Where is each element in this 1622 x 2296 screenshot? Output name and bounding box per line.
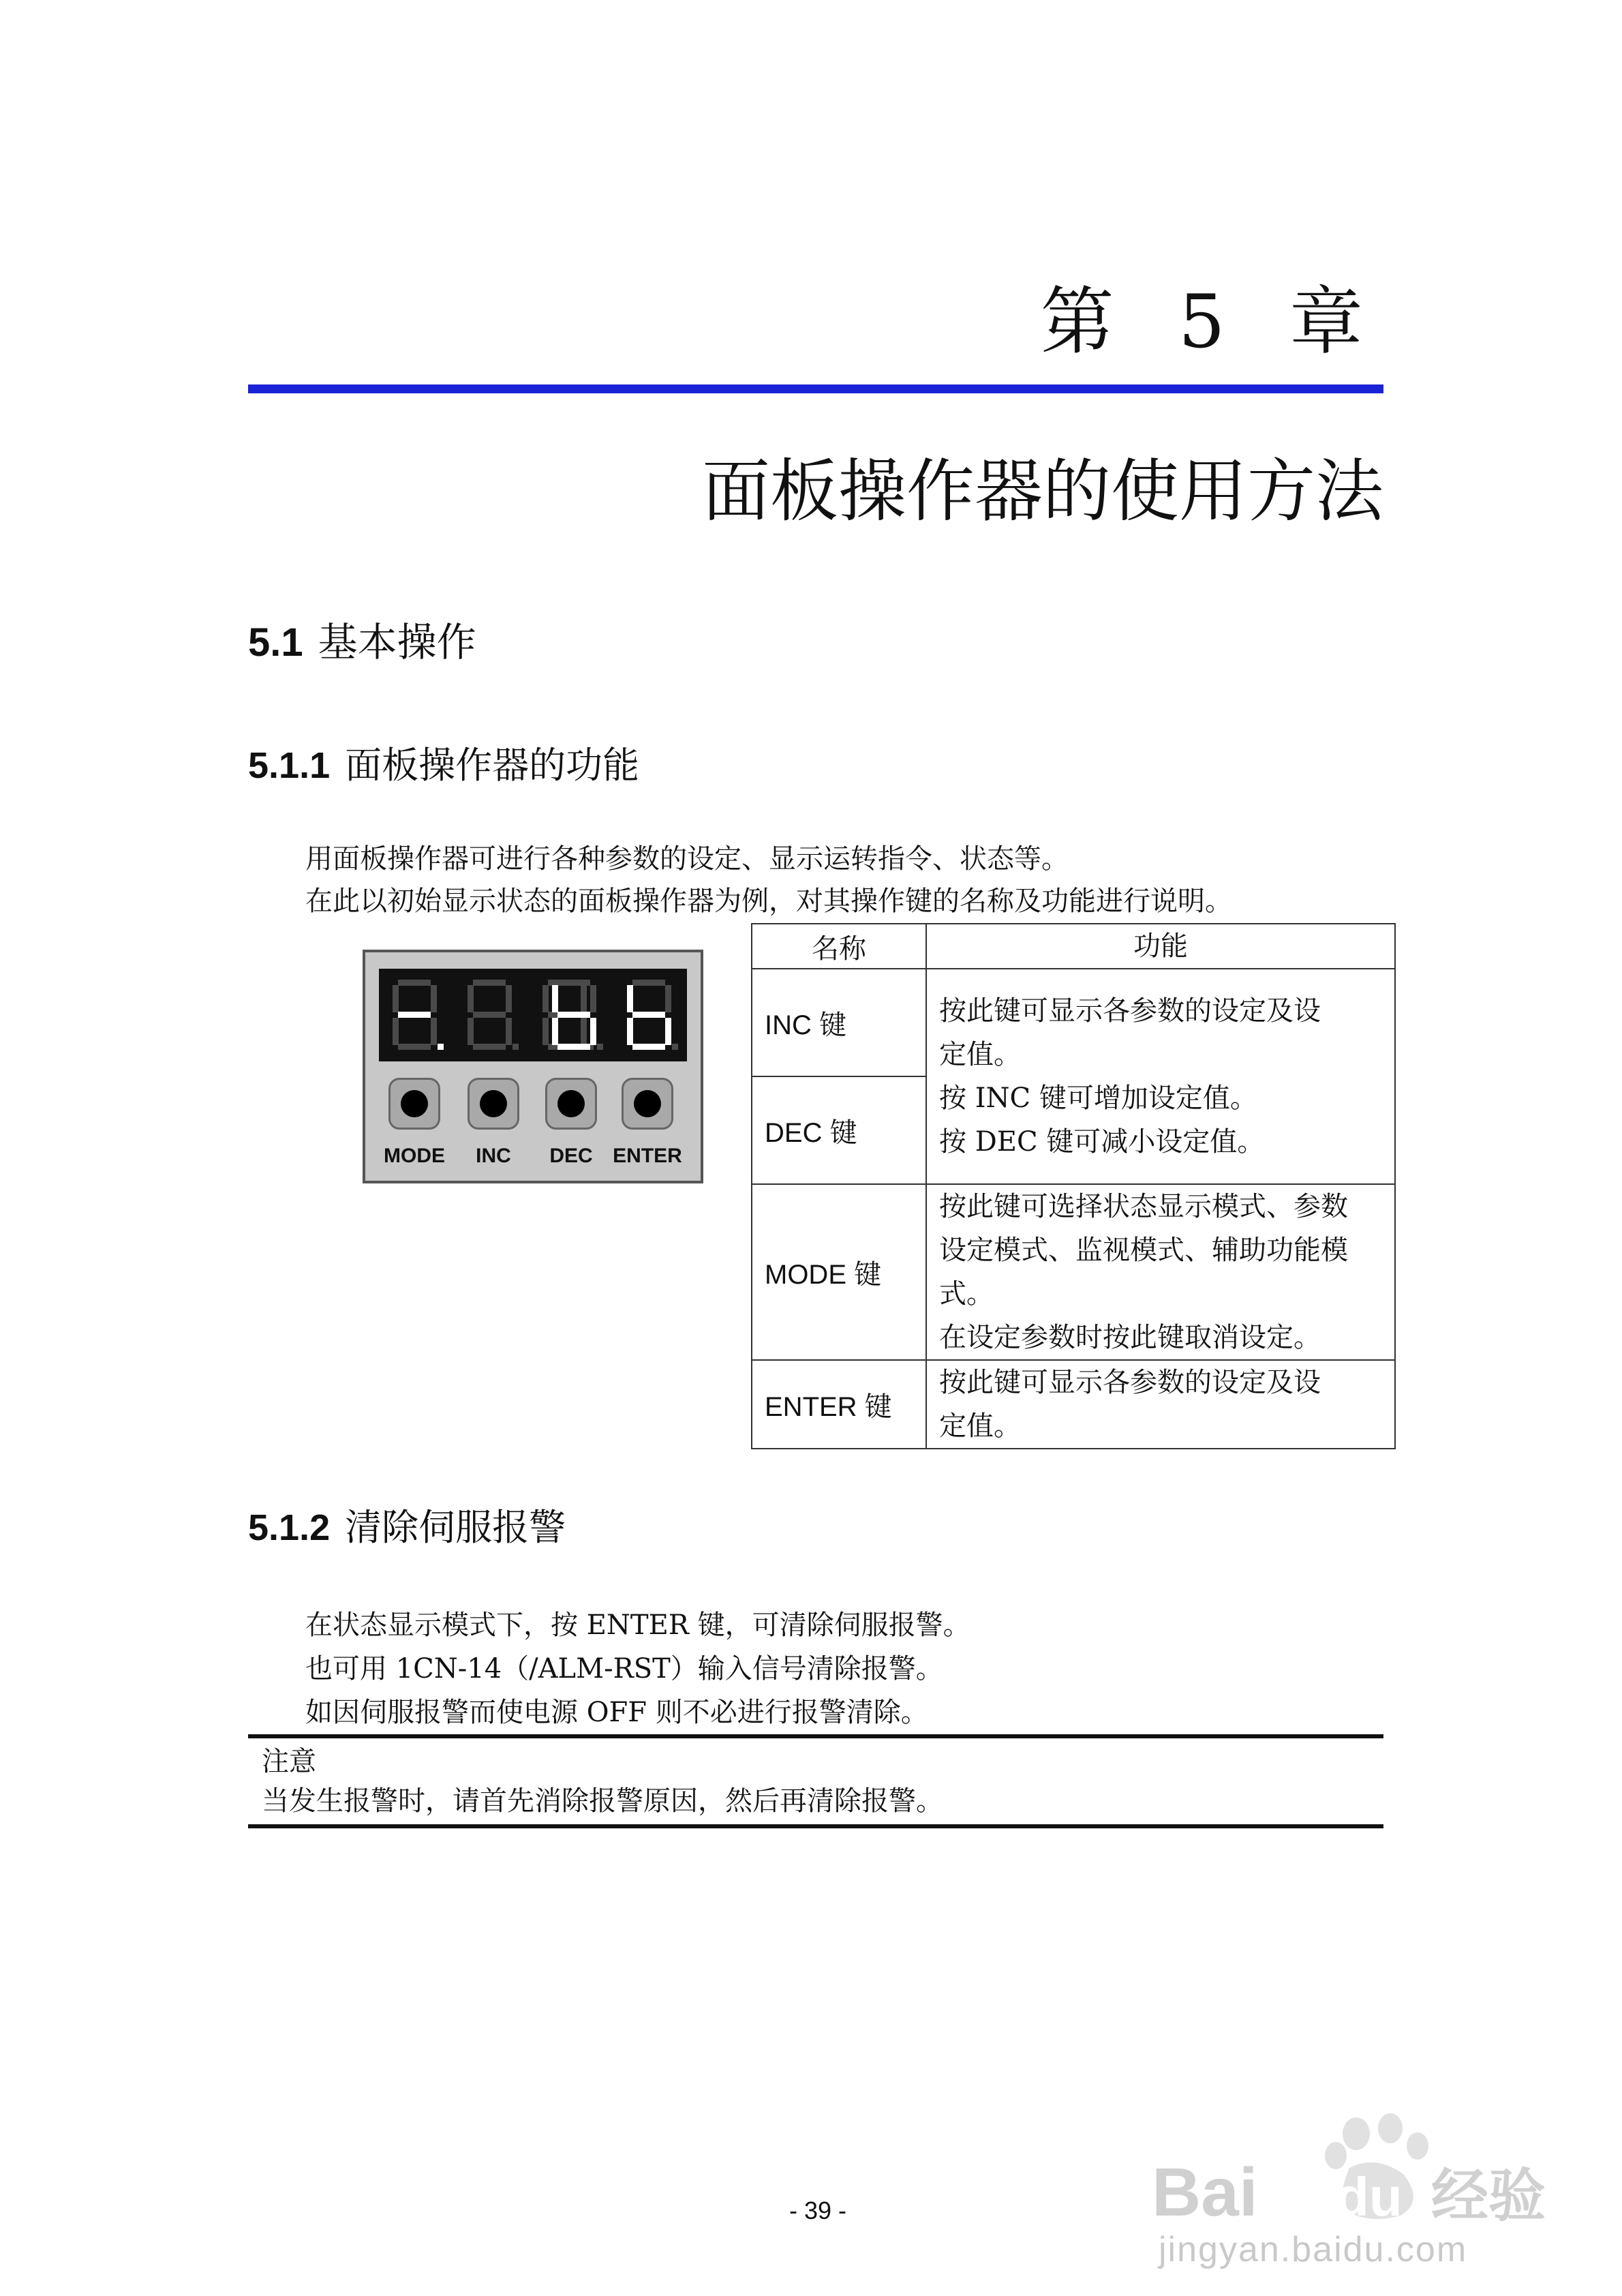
key-dot: [557, 1090, 585, 1117]
function-line: 式。: [939, 1278, 994, 1310]
function-line: 按此键可显示各参数的设定及设: [939, 995, 1321, 1027]
display-digit-2: [461, 976, 521, 1053]
mode-key-label: MODE: [384, 1145, 445, 1167]
function-line: 按 DEC 键可减小设定值。: [939, 1126, 1265, 1158]
chapter-rule: [248, 384, 1383, 393]
paragraph: 在状态显示模式下，按 ENTER 键，可清除伺服报警。: [305, 1610, 970, 1641]
section-number: 5.1.1: [248, 745, 331, 786]
section-number: 5.1.2: [248, 1507, 331, 1548]
table-header-name: 名称: [752, 924, 926, 969]
function-line: 设定模式、监视模式、辅助功能模: [939, 1235, 1348, 1266]
document-title: 面板操作器的使用方法: [702, 451, 1383, 531]
section-title: 面板操作器的功能: [345, 744, 640, 787]
paragraph: 也可用 1CN-14（/ALM-RST）输入信号清除报警。: [305, 1653, 943, 1685]
key-function-enter: [926, 1360, 1395, 1449]
note-top-rule: [248, 1734, 1383, 1738]
panel-operator-illustration: [363, 950, 703, 1183]
key-dot: [401, 1090, 428, 1117]
note-bottom-rule: [248, 1824, 1383, 1828]
section-title: 清除伺服报警: [345, 1506, 566, 1549]
section-number: 5.1: [248, 620, 303, 665]
keys-function-table: [751, 923, 1396, 1449]
watermark-url: jingyan.baidu.com: [1159, 2230, 1468, 2269]
table-row: [752, 1360, 1395, 1449]
enter-key-label: ENTER: [613, 1145, 682, 1167]
function-line: 定值。: [939, 1410, 1021, 1442]
display-digit-b-2: [620, 976, 680, 1053]
key-name-inc: INC 键: [752, 969, 926, 1076]
function-line: 按此键可选择状态显示模式、参数: [939, 1191, 1348, 1222]
section-5-1-1-heading: [248, 736, 639, 789]
key-name-enter: ENTER 键: [752, 1360, 926, 1449]
table-header-function: 功能: [926, 924, 1395, 969]
paragraph: 如因伺服报警而使电源 OFF 则不必进行报警清除。: [305, 1697, 928, 1728]
note-title: 注意: [262, 1746, 316, 1777]
dec-key-label: DEC: [549, 1145, 593, 1167]
inc-key-label: INC: [476, 1145, 511, 1167]
enter-key: [622, 1078, 673, 1130]
svg-text:Bai: Bai: [1152, 2154, 1258, 2231]
svg-text:du: du: [1336, 2166, 1403, 2227]
function-line: 按此键可显示各参数的设定及设: [939, 1367, 1321, 1398]
display-digit-b-1: [545, 976, 605, 1053]
dec-key: [545, 1078, 597, 1130]
key-dot: [480, 1090, 507, 1117]
section-5-1-2-heading: [248, 1498, 566, 1551]
section-5-1-heading: [248, 610, 476, 667]
page-number: - 39 -: [789, 2196, 847, 2224]
key-function-inc-dec: [926, 969, 1395, 1184]
key-dot: [634, 1090, 661, 1117]
paragraph: 在此以初始显示状态的面板操作器为例，对其操作键的名称及功能进行说明。: [305, 886, 1232, 917]
key-name-dec: DEC 键: [752, 1076, 926, 1184]
chapter-title: 第 5 章: [1040, 280, 1383, 365]
svg-text:经验: 经验: [1431, 2162, 1546, 2229]
table-header-row: [752, 924, 1395, 969]
display-digit-1: [386, 976, 446, 1053]
key-function-mode: [926, 1184, 1395, 1360]
note-text: 当发生报警时，请首先消除报警原因，然后再清除报警。: [262, 1785, 943, 1817]
key-name-mode: MODE 键: [752, 1184, 926, 1360]
mode-key: [388, 1078, 440, 1130]
table-row: [752, 969, 1395, 1076]
paragraph: 用面板操作器可进行各种参数的设定、显示运转指令、状态等。: [305, 843, 1069, 875]
function-line: 在设定参数时按此键取消设定。: [939, 1322, 1321, 1353]
function-line: 按 INC 键可增加设定值。: [939, 1083, 1257, 1114]
table-row: [752, 1184, 1395, 1360]
function-line: 定值。: [939, 1039, 1021, 1070]
section-title: 基本操作: [318, 619, 476, 665]
inc-key: [468, 1078, 519, 1130]
